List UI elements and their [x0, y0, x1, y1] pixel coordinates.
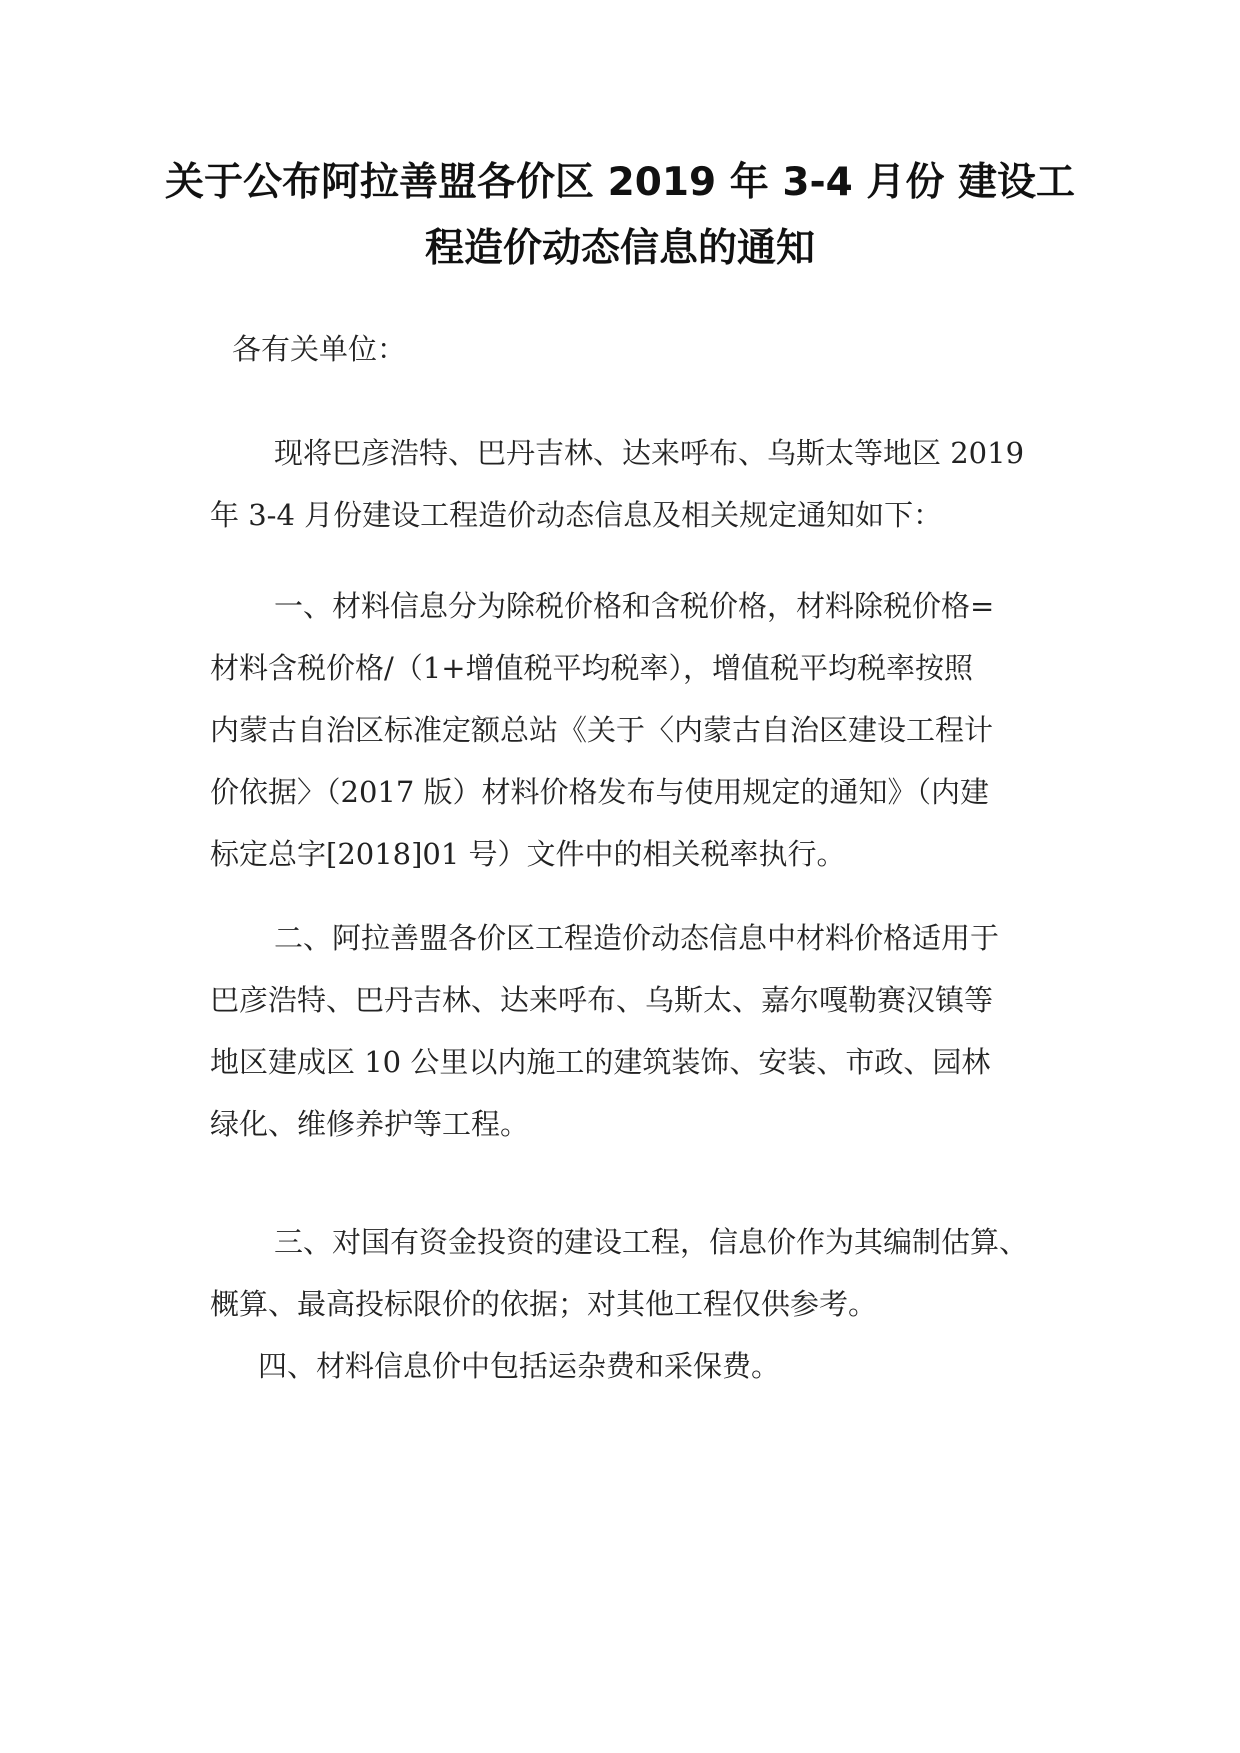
paragraph-line: 绿化、维修养护等工程。 — [210, 1107, 530, 1141]
paragraph-line: 材料含税价格/（1+增值税平均税率），增值税平均税率按照 — [210, 651, 974, 685]
paragraph-line: 标定总字[2018]01 号）文件中的相关税率执行。 — [210, 837, 846, 871]
paragraph-item-4 — [210, 1335, 1080, 1397]
paragraph-line: 巴彦浩特、巴丹吉林、达来呼布、乌斯太、嘉尔嘎勒赛汉镇等 — [210, 983, 994, 1017]
paragraph-line: 二、阿拉善盟各价区工程造价动态信息中材料价格适用于 — [274, 921, 1000, 955]
paragraph-line: 概算、最高投标限价的依据；对其他工程仅供参考。 — [210, 1287, 878, 1321]
salutation — [232, 318, 1102, 380]
paragraph-line: 三、对国有资金投资的建设工程，信息价作为其编制估算、 — [274, 1225, 1029, 1259]
paragraph-item-2 — [210, 907, 1080, 1155]
paragraph-intro — [210, 422, 1080, 546]
salutation-text: 各有关单位： — [232, 332, 407, 366]
paragraph-line: 年 3-4 月份建设工程造价动态信息及相关规定通知如下： — [210, 498, 943, 532]
paragraph-line: 内蒙古自治区标准定额总站《关于〈内蒙古自治区建设工程计 — [210, 713, 994, 747]
paragraph-item-1 — [210, 575, 1080, 885]
paragraph-line: 一、材料信息分为除税价格和含税价格，材料除税价格= — [274, 589, 995, 623]
title-line: 关于公布阿拉善盟各价区 2019 年 3-4 月份 建设工 — [165, 160, 1075, 205]
paragraph-line: 四、材料信息价中包括运杂费和采保费。 — [258, 1349, 781, 1383]
paragraph-item-3 — [210, 1211, 1080, 1335]
title-line: 程造价动态信息的通知 — [424, 226, 815, 271]
paragraph-line: 现将巴彦浩特、巴丹吉林、达来呼布、乌斯太等地区 2019 — [274, 436, 1025, 470]
document-title — [150, 150, 1090, 282]
paragraph-line: 地区建成区 10 公里以内施工的建筑装饰、安装、市政、园林 — [210, 1045, 991, 1079]
paragraph-line: 价依据〉（2017 版）材料价格发布与使用规定的通知》（内建 — [210, 775, 990, 809]
